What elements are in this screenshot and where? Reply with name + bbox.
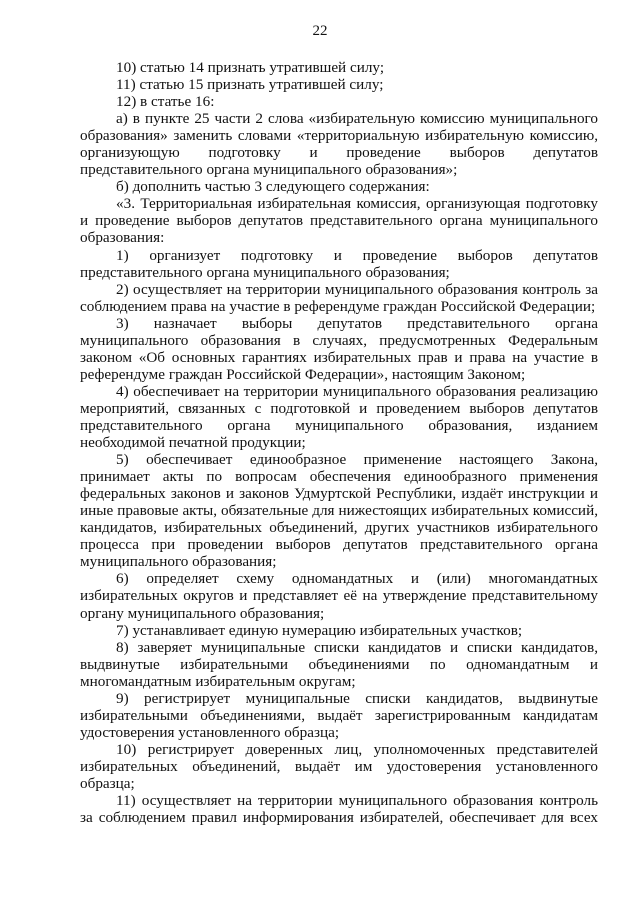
page-number: 22 — [312, 23, 328, 39]
paragraph-power-2: 2) осуществляет на территории муниципального образования контроль за соблюдением права на участие в референдуме граждан Российской Федерации; — [80, 280, 598, 315]
paragraph-subitem-b: б) дополнить частью 3 следующего содержания: — [116, 178, 430, 196]
paragraph-power-1: 1) организует подготовку и проведение выборов депутатов представительного органа муниципального образования; — [80, 246, 598, 281]
paragraph-power-5: 5) обеспечивает единообразное применение настоящего Закона, принимает акты по вопросам обеспечения единообразного применения федеральных законов и законов Удмуртской Республики, издаёт инструкции и иные правовые акты, обязательные для нижестоящих избирательных комиссий, кандидатов, избирательных объединений, других участников избирательного процесса при проведении выборов депутатов представительного органа муниципального образования; — [80, 451, 598, 571]
paragraph-power-3: 3) назначает выборы депутатов представительного органа муниципального образования в случаях, предусмотренных Федеральным законом «Об основных гарантиях избирательных прав и права на участие в референдуме граждан Российской Федерации», настоящим Законом; — [80, 314, 598, 383]
document-body — [80, 59, 598, 826]
paragraph-power-8: 8) заверяет муниципальные списки кандидатов и списки кандидатов, выдвинутые избирательными объединениями по одномандатным и многомандатным избирательным округам; — [80, 638, 598, 690]
paragraph-power-4: 4) обеспечивает на территории муниципального образования реализацию мероприятий, связанных с подготовкой и проведением выборов депутатов представительного органа муниципального образования, изданием необходимой печатной продукции; — [80, 382, 598, 452]
paragraph-subitem-a: а) в пункте 25 части 2 слова «избирательную комиссию муниципального образования» заменить словами «территориальную избирательную комиссию, организующую подготовку и проведение выборов депутатов представительного органа муниципального образования»; — [80, 110, 598, 179]
paragraph-power-11: 11) осуществляет на территории муниципального образования контроль за соблюдением правил информирования избирателей, обеспечивает для всех — [80, 792, 598, 827]
paragraph-part-3-intro: «3. Территориальная избирательная комиссия, организующая подготовку и проведение выборов депутатов представительного органа муниципального образования: — [80, 195, 598, 247]
paragraph-power-6: 6) определяет схему одномандатных и (или) многомандатных избирательных округов и представляет её на утверждение представительному органу муниципального образования; — [80, 570, 598, 622]
paragraph-power-7: 7) устанавливает единую нумерацию избирательных участков; — [116, 621, 523, 639]
paragraph-power-10: 10) регистрирует доверенных лиц, уполномоченных представителей избирательных объединений, выдаёт им удостоверения установленного образца; — [80, 740, 598, 792]
paragraph-item-10: 10) статью 14 признать утратившей силу; — [116, 59, 385, 76]
paragraph-item-11: 11) статью 15 признать утратившей силу; — [116, 76, 384, 94]
paragraph-power-9: 9) регистрирует муниципальные списки кандидатов, выдвинутые избирательными объединениями, выдаёт зарегистрированным кандидатам удостоверения установленного образца; — [80, 689, 598, 741]
paragraph-item-12: 12) в статье 16: — [116, 93, 215, 111]
